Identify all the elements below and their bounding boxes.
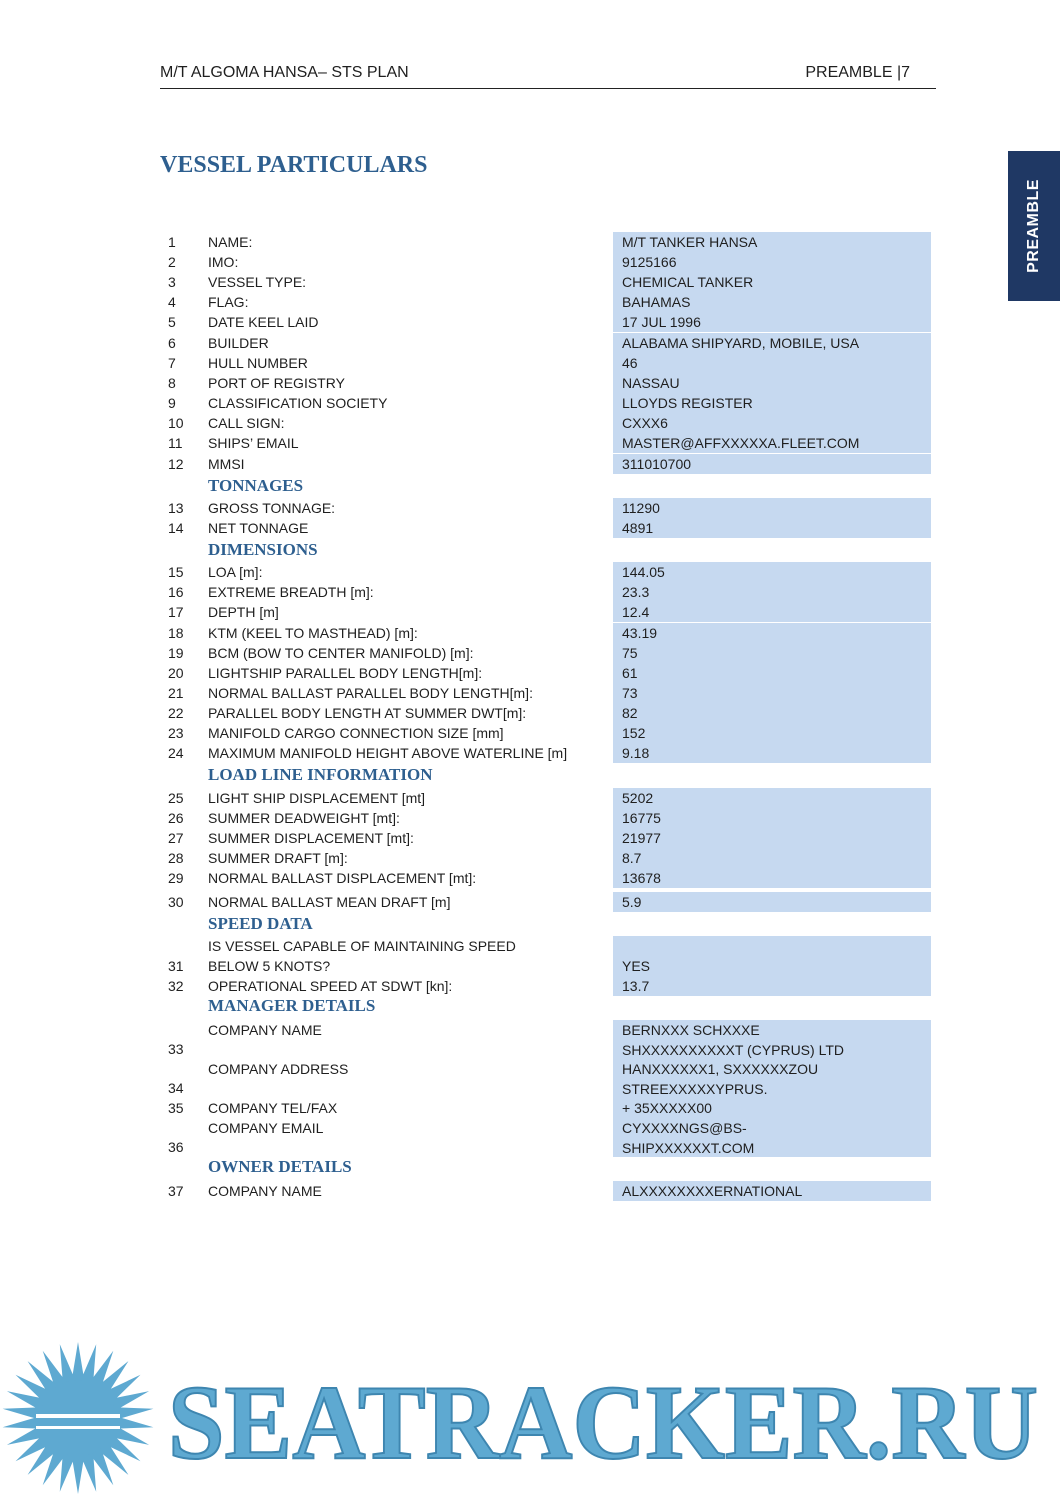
- table-row: [0, 936, 1060, 976]
- row-number: 28: [168, 850, 184, 866]
- table-row: [0, 683, 1060, 703]
- row-label: NORMAL BALLAST DISPLACEMENT [mt]:: [208, 870, 477, 886]
- table-row: [0, 868, 1060, 888]
- row-value: 73: [622, 685, 638, 701]
- row-value: M/T TANKER HANSA: [622, 234, 758, 250]
- row-number: 34: [168, 1080, 184, 1096]
- row-value: 13678: [622, 870, 661, 886]
- row-value: 43.19: [622, 625, 658, 641]
- row-value: 5.9: [622, 894, 642, 910]
- section-dimensions: DIMENSIONS: [208, 540, 318, 559]
- row-number: 22: [168, 705, 184, 721]
- table-row: [0, 1098, 1060, 1118]
- table-row: [0, 433, 1060, 453]
- row-label: IMO:: [208, 254, 239, 270]
- row-value: CYXXXXNGS@BS-SHIPXXXXXXT.COM: [622, 1120, 755, 1156]
- table-row: [0, 373, 1060, 393]
- row-value: BERNXXX SCHXXXE SHXXXXXXXXXXT (CYPRUS) LTD: [622, 1022, 844, 1058]
- row-label: KTM (KEEL TO MASTHEAD) [m]:: [208, 625, 418, 641]
- row-label: DATE KEEL LAID: [208, 314, 319, 330]
- row-value: YES: [622, 958, 651, 974]
- section-speed-data: SPEED DATA: [208, 914, 313, 933]
- row-number: 23: [168, 725, 184, 741]
- table-row: [0, 723, 1060, 743]
- row-label: COMPANY EMAIL: [208, 1120, 324, 1136]
- table-row: [0, 602, 1060, 622]
- row-label: CLASSIFICATION SOCIETY: [208, 395, 388, 411]
- row-value: BAHAMAS: [622, 294, 691, 310]
- table-row: [0, 1181, 1060, 1201]
- table-row: [0, 252, 1060, 272]
- table-row: [0, 582, 1060, 602]
- row-value: HANXXXXXX1, SXXXXXXZOU STREEXXXXXYPRUS.: [622, 1061, 819, 1097]
- row-number: 15: [168, 564, 184, 580]
- table-row: [0, 703, 1060, 723]
- header-section-page: PREAMBLE |7: [805, 64, 910, 81]
- row-label: COMPANY TEL/FAX: [208, 1100, 338, 1116]
- row-number: 9: [168, 395, 176, 411]
- row-label: PARALLEL BODY LENGTH AT SUMMER DWT[m]:: [208, 705, 527, 721]
- row-value: 82: [622, 705, 638, 721]
- table-row: [0, 518, 1060, 538]
- row-value: 46: [622, 355, 638, 371]
- row-label: COMPANY NAME: [208, 1022, 322, 1038]
- row-number: 33: [168, 1041, 184, 1057]
- row-value: ALXXXXXXXXERNATIONAL: [622, 1183, 803, 1199]
- row-value: 311010700: [622, 456, 692, 472]
- table-row: [0, 828, 1060, 848]
- row-label: NORMAL BALLAST PARALLEL BODY LENGTH[m]:: [208, 685, 533, 701]
- table-row: [0, 312, 1060, 332]
- row-label: LOA [m]:: [208, 564, 263, 580]
- section-manager-details: MANAGER DETAILS: [208, 996, 376, 1015]
- table-row: [0, 353, 1060, 373]
- row-number: 11: [168, 435, 183, 451]
- row-label: FLAG:: [208, 294, 249, 310]
- row-label: SHIPS’ EMAIL: [208, 435, 299, 451]
- row-value: 17 JUL 1996: [622, 314, 701, 330]
- row-value: ALABAMA SHIPYARD, MOBILE, USA: [622, 335, 860, 351]
- row-label: NAME:: [208, 234, 253, 250]
- row-value: 8.7: [622, 850, 642, 866]
- table-row: [0, 562, 1060, 582]
- table-row: [0, 788, 1060, 808]
- row-number: 37: [168, 1183, 184, 1199]
- row-number: 16: [168, 584, 184, 600]
- row-number: 35: [168, 1100, 184, 1116]
- row-number: 5: [168, 314, 176, 330]
- sun-icon: [3, 1342, 154, 1494]
- table-row: [0, 643, 1060, 663]
- table-row: [0, 413, 1060, 433]
- row-number: 30: [168, 894, 184, 910]
- row-number: 18: [168, 625, 184, 641]
- table-row: [0, 892, 1060, 912]
- row-value: LLOYDS REGISTER: [622, 395, 753, 411]
- row-value: 12.4: [622, 604, 650, 620]
- row-label: HULL NUMBER: [208, 355, 308, 371]
- row-number: 17: [168, 604, 184, 620]
- table-row: [0, 976, 1060, 996]
- row-value: 13.7: [622, 978, 650, 994]
- table-row: [0, 808, 1060, 828]
- table-row: [0, 292, 1060, 312]
- row-number: 2: [168, 254, 176, 270]
- row-number: 36: [168, 1139, 184, 1155]
- table-row: [0, 498, 1060, 518]
- row-number: 26: [168, 810, 184, 826]
- row-value: 4891: [622, 520, 654, 536]
- row-value: 9125166: [622, 254, 677, 270]
- row-number: 24: [168, 745, 184, 761]
- row-number: 6: [168, 335, 176, 351]
- row-label: MMSI: [208, 456, 245, 472]
- table-row: [0, 663, 1060, 683]
- row-value: CXXX6: [622, 415, 668, 431]
- section-tonnages: TONNAGES: [208, 476, 304, 495]
- row-value: 9.18: [622, 745, 650, 761]
- page-title: VESSEL PARTICULARS: [160, 152, 428, 178]
- row-number: 14: [168, 520, 184, 536]
- row-label: SUMMER DRAFT [m]:: [208, 850, 348, 866]
- row-label: LIGHT SHIP DISPLACEMENT [mt]: [208, 790, 426, 806]
- row-label: LIGHTSHIP PARALLEL BODY LENGTH[m]:: [208, 665, 483, 681]
- row-label: SUMMER DISPLACEMENT [mt]:: [208, 830, 414, 846]
- row-label: COMPANY ADDRESS: [208, 1061, 349, 1077]
- row-label: BUILDER: [208, 335, 269, 351]
- row-label: PORT OF REGISTRY: [208, 375, 345, 391]
- row-label: VESSEL TYPE:: [208, 274, 307, 290]
- row-number: 20: [168, 665, 184, 681]
- row-label: NET TONNAGE: [208, 520, 309, 536]
- row-label: OPERATIONAL SPEED AT SDWT [kn]:: [208, 978, 453, 994]
- row-number: 7: [168, 355, 176, 371]
- row-label: MANIFOLD CARGO CONNECTION SIZE [mm]: [208, 725, 504, 741]
- row-number: 25: [168, 790, 184, 806]
- table-row: [0, 1118, 1060, 1157]
- row-value: 152: [622, 725, 646, 741]
- row-number: 13: [168, 500, 184, 516]
- row-label: MAXIMUM MANIFOLD HEIGHT ABOVE WATERLINE [m]: [208, 745, 568, 761]
- row-value: 5202: [622, 790, 654, 806]
- row-value: 75: [622, 645, 638, 661]
- row-number: 27: [168, 830, 184, 846]
- row-number: 4: [168, 294, 176, 310]
- row-label: IS VESSEL CAPABLE OF MAINTAINING SPEED BELOW 5 KNOTS?: [208, 938, 516, 974]
- row-value: 61: [622, 665, 638, 681]
- watermark-text: SEATRACKER.RU: [168, 1364, 1038, 1481]
- row-value: + 35XXXXX00: [622, 1100, 712, 1116]
- table-row: [0, 848, 1060, 868]
- row-number: 12: [168, 456, 184, 472]
- row-value: 11290: [622, 500, 660, 516]
- header-document-title: M/T ALGOMA HANSA– STS PLAN: [160, 64, 409, 81]
- row-number: 8: [168, 375, 176, 391]
- row-value: 16775: [622, 810, 661, 826]
- row-value: 144.05: [622, 564, 665, 580]
- row-number: 29: [168, 870, 184, 886]
- row-label: BCM (BOW TO CENTER MANIFOLD) [m]:: [208, 645, 474, 661]
- row-value: NASSAU: [622, 375, 680, 391]
- table-row: [0, 454, 1060, 474]
- table-row: [0, 743, 1060, 763]
- row-label: COMPANY NAME: [208, 1183, 322, 1199]
- row-number: 10: [168, 415, 184, 431]
- row-value: MASTER@AFFXXXXXA.FLEET.COM: [622, 435, 860, 451]
- row-label: NORMAL BALLAST MEAN DRAFT [m]: [208, 894, 451, 910]
- section-load-line: LOAD LINE INFORMATION: [208, 765, 433, 784]
- table-row: [0, 1059, 1060, 1098]
- row-label: GROSS TONNAGE:: [208, 500, 336, 516]
- row-label: DEPTH [m]: [208, 604, 279, 620]
- row-label: EXTREME BREADTH [m]:: [208, 584, 374, 600]
- table-row: [0, 232, 1060, 252]
- row-number: 3: [168, 274, 176, 290]
- row-value: 21977: [622, 830, 661, 846]
- row-number: 31: [168, 958, 184, 974]
- row-number: 32: [168, 978, 184, 994]
- table-row: [0, 333, 1060, 353]
- row-number: 19: [168, 645, 184, 661]
- table-row: [0, 623, 1060, 643]
- row-value: 23.3: [622, 584, 650, 600]
- section-owner-details: OWNER DETAILS: [208, 1157, 352, 1176]
- table-row: [0, 393, 1060, 413]
- row-number: 1: [168, 234, 176, 250]
- row-label: CALL SIGN:: [208, 415, 285, 431]
- seatracker-watermark: [0, 1340, 1060, 1496]
- row-number: 21: [168, 685, 184, 701]
- row-value: CHEMICAL TANKER: [622, 274, 754, 290]
- row-label: SUMMER DEADWEIGHT [mt]:: [208, 810, 400, 826]
- table-row: [0, 272, 1060, 292]
- table-row: [0, 1020, 1060, 1059]
- side-tab-label: PREAMBLE: [1025, 179, 1042, 273]
